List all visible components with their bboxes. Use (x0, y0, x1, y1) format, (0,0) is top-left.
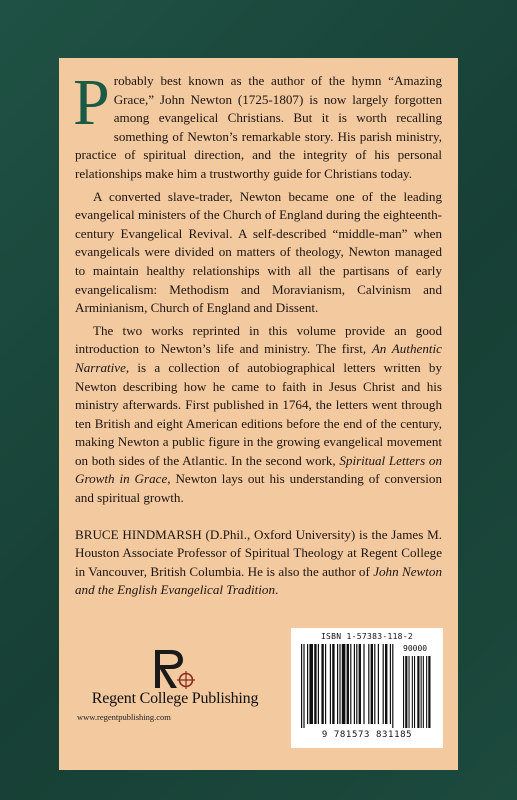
blurb-text (73, 66, 443, 600)
addon-bar (409, 656, 410, 728)
addon-bar (426, 656, 427, 728)
barcode-bar (383, 644, 384, 724)
barcode-bar (337, 644, 338, 724)
drop-cap: P (73, 66, 110, 139)
blurb-panel (59, 58, 458, 770)
barcode-digits: 9 781573 831185 (321, 730, 413, 740)
barcode-bar (342, 644, 346, 724)
publisher-url: www.regentpublishing.com (77, 712, 171, 722)
barcode (291, 628, 443, 748)
barcode-bar (303, 644, 304, 728)
blurb-paragraph-1: Probably best known as the author of the hymn “Amazing Grace,” John Newton (1725-1807) is now largely forgotten among evangelical Christians. But it is worth recalling something of Newton’s remarkable story. His parish ministry, practice of spiritual direction, and the integrity of his personal relationships make him a trustworthy guide for Christians today. (73, 66, 442, 181)
addon-bar (421, 656, 422, 728)
barcode-bar (332, 644, 334, 724)
barcode-bar (374, 644, 375, 724)
isbn-label: ISBN 1-57383-118-2 (320, 632, 414, 641)
barcode-bar (378, 644, 379, 724)
blurb-paragraph-3: The two works reprinted in this volume provide an good introduction to Newton’s life and ministry. The first, An Authentic Narrative, is a collection of autobiographical letters written by Newton describing how he came to faith in Jesus Christ and his ministry afterwards. First published in 1764, the letters went through ten British and eight American editions before the end of the century, making Newton a public figure in the growing evangelical movement on both sides of the Atlantic. In the second work, Spiritual Letters on Growth in Grace, Newton lays out his understanding of conversion and spiritual growth. (75, 322, 443, 506)
barcode-bars (299, 644, 439, 730)
barcode-bar (330, 644, 331, 724)
barcode-bar (359, 644, 361, 724)
addon-bar (403, 656, 404, 728)
barcode-bar (307, 644, 308, 724)
barcode-bar (325, 644, 326, 724)
addon-bar (423, 656, 424, 728)
publisher-name: Regent College Publishing (91, 690, 259, 707)
barcode-bar (350, 644, 351, 724)
author-bio: BRUCE HINDMARSH (D.Phil., Oxford University) is the James M. Houston Associate Professor of Spiritual Theology at Regent College in Vancouver, British Columbia. He is also the author of John Newton and the English Evangelical Tradition. (75, 526, 442, 598)
barcode-bar (339, 644, 340, 724)
addon-bar (405, 656, 407, 728)
barcode-bar (385, 644, 387, 724)
barcode-bar (390, 644, 391, 724)
barcode-bar (301, 644, 302, 728)
rp-monogram-icon (147, 646, 197, 692)
blurb-paragraph-2: A converted slave-trader, Newton became one of the leading evangelical ministers of the Church of England during the eighteenth-century Evangelical Revival. A self-described “middle-man” when evangelicals were divided on matters of theology, Newton managed to maintain healthy relationships with all the partisans of early evangelicalism: Methodism and Moravianism, Calvinism and Arminianism, Church of England and Dissent. (75, 188, 442, 316)
barcode-bar (354, 644, 355, 724)
barcode-bar (356, 644, 357, 724)
barcode-bar (318, 644, 319, 724)
publisher-block (75, 646, 275, 746)
price-code: 90000 (403, 644, 428, 653)
addon-bar (412, 656, 413, 728)
addon-bar (428, 656, 430, 728)
barcode-bar (363, 644, 364, 724)
barcode-bar (309, 644, 313, 724)
addon-bar (414, 656, 415, 728)
barcode-bar (314, 644, 316, 724)
barcode-bar (347, 644, 349, 724)
addon-bar (417, 656, 419, 728)
barcode-bar (392, 644, 393, 728)
barcode-bar (368, 644, 369, 724)
barcode-bar (321, 644, 323, 724)
barcode-bar (371, 644, 373, 724)
